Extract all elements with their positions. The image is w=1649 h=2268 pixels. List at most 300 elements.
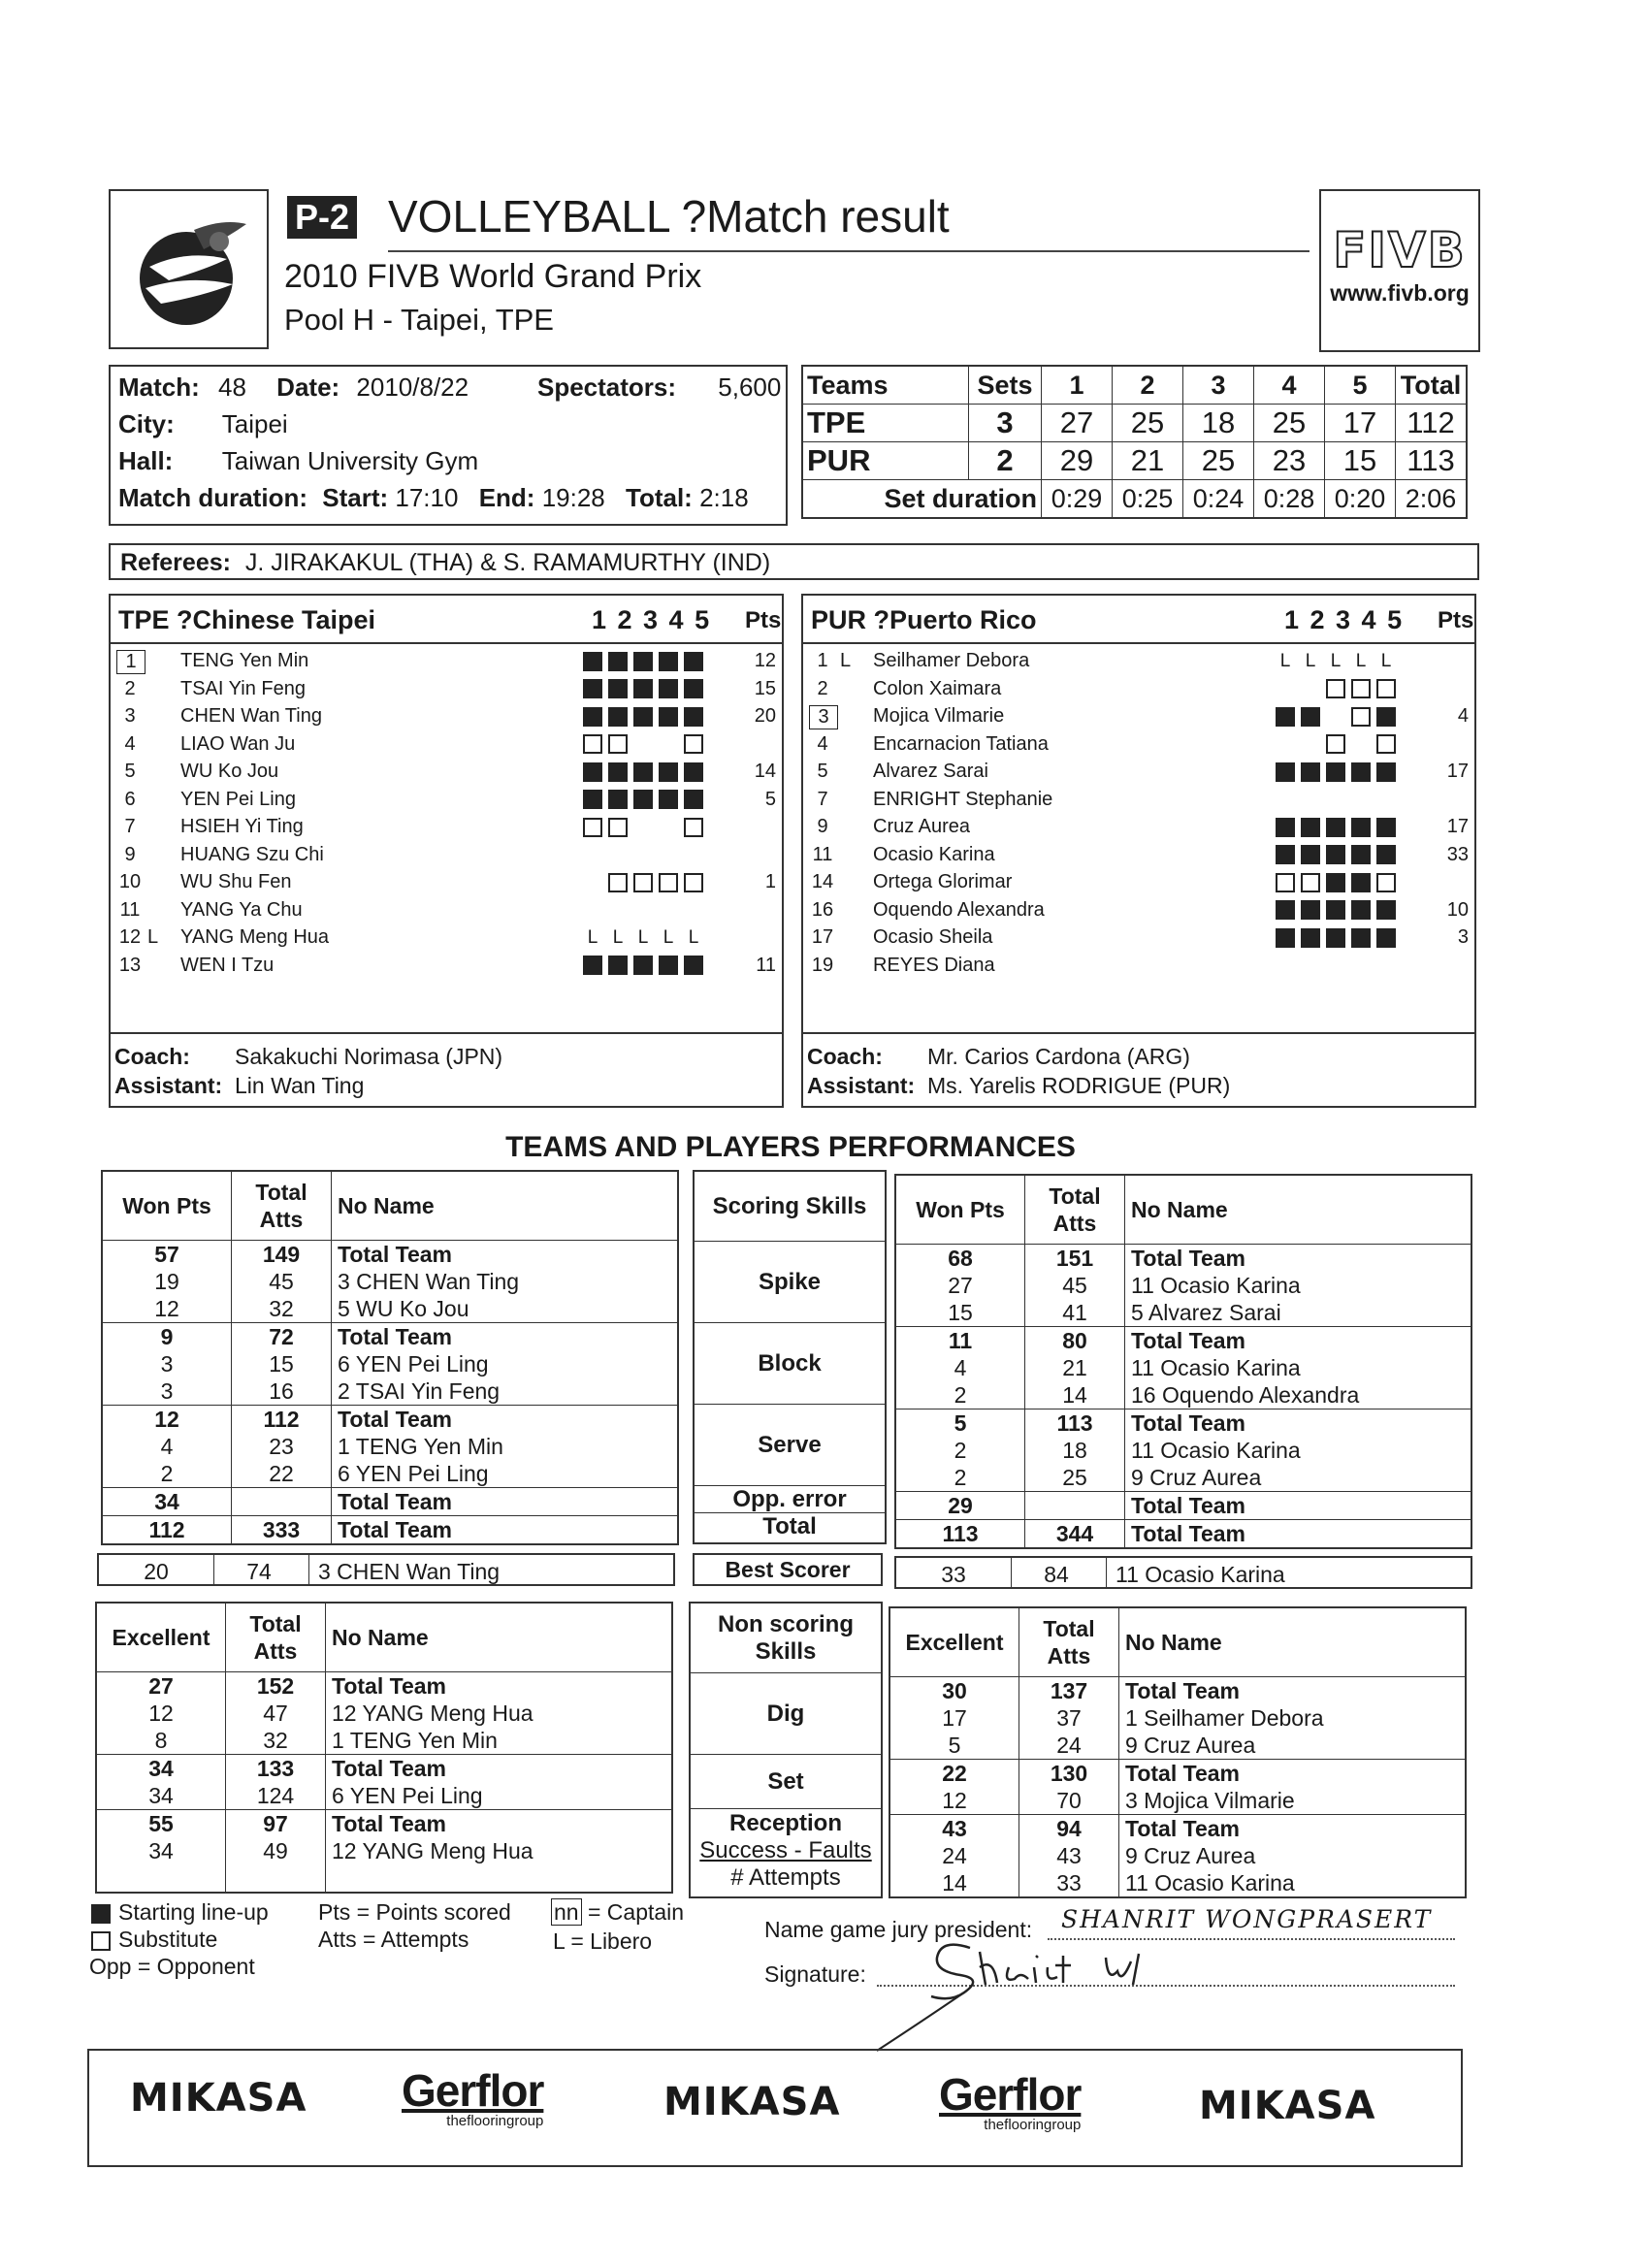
player-row [803,869,1474,896]
player-row [111,814,782,841]
table-row [102,1433,678,1460]
player-number: 10 [118,871,142,892]
table-row [102,1488,678,1516]
table-header-row [895,1175,1471,1245]
starting-square-icon [583,679,602,698]
coach-name: Mr. Carios Cardona (ARG) [927,1044,1190,1069]
jury-president-name: SHANRIT WONGPRASERT [1061,1905,1433,1933]
row-atts: 149 [232,1241,332,1269]
score-set-points: 25 [1254,405,1325,442]
gerflor-wordmark: Gerflor [939,2069,1082,2120]
empty-set-slot [1351,734,1371,754]
set-participation [580,816,706,838]
libero-mark: L [663,926,674,948]
row-won: 19 [102,1268,232,1295]
row-won: 2 [102,1460,232,1488]
substitute-square-icon [684,734,703,754]
match-date: 2010/8/22 [356,373,469,402]
set-duration-total: 2:06 [1396,480,1468,519]
row-atts: 47 [226,1700,326,1727]
tpe-non-scoring-table [95,1602,673,1894]
table-row [102,1350,678,1377]
player-row [803,924,1474,952]
sponsor-mikasa: MIKASA [663,2080,841,2124]
player-name: Colon Xaimara [873,677,1002,699]
player-points: 5 [764,788,776,810]
player-points: 15 [754,677,776,699]
libero-mark: L [1305,650,1316,671]
hall-label: Hall: [118,446,174,475]
signature-label: Signature: [764,1961,866,1987]
starting-square-icon [1301,818,1320,837]
player-row [111,703,782,730]
starting-square-icon [1301,900,1320,920]
set-participation [1273,871,1399,893]
starting-square-icon [684,679,703,698]
table-row [895,1245,1471,1273]
substitute-square-icon [1376,734,1396,754]
total-label: Total: [626,483,693,512]
empty-set-slot [1376,790,1396,809]
starting-square-icon [684,707,703,727]
libero-marker: L [840,650,852,671]
best-won: 33 [941,1562,966,1587]
end-label: End: [478,483,535,512]
reception-attempts: # Attempts [730,1864,841,1891]
starting-square-icon [1276,818,1295,837]
referees-names: J. JIRAKAKUL (THA) & S. RAMAMURTHY (IND) [244,549,771,576]
player-name: REYES Diana [873,954,995,976]
score-header-set3: 3 [1183,366,1254,405]
legend-starting [89,1899,269,1926]
starting-square-icon [583,790,602,809]
empty-set-slot [633,818,653,837]
substitute-square-icon [1351,679,1371,698]
referees-label: Referees: [120,549,231,576]
score-set-points: 29 [1042,442,1113,480]
end-time: 19:28 [541,483,605,512]
row-name: Total Team [1125,1327,1472,1355]
page-title: VOLLEYBALL ?Match result [388,191,950,242]
starting-square-icon [1326,873,1345,892]
player-number: 3 [124,705,136,727]
row-atts: 97 [226,1810,326,1838]
row-won: 68 [895,1245,1025,1273]
row-atts: 80 [1025,1327,1125,1355]
set-participation [580,733,706,756]
row-name: 9 Cruz Aurea [1125,1464,1472,1492]
empty-set-slot [1301,790,1320,809]
set-participation [580,789,706,811]
starting-square-icon [633,707,653,727]
player-name: WU Shu Fen [180,871,292,892]
player-name: Oquendo Alexandra [873,898,1045,921]
score-header-set5: 5 [1325,366,1396,405]
libero-mark: L [587,926,598,948]
starting-square-icon [1376,845,1396,864]
set-columns-header: 1 2 3 4 5 [1284,605,1403,634]
row-won: 34 [96,1755,226,1783]
set-duration: 0:29 [1042,480,1113,519]
row-won: 34 [96,1782,226,1810]
score-team: PUR [802,442,969,480]
captain-box-icon: nn [551,1898,582,1926]
player-number: 2 [124,677,136,699]
legend-pts: Pts = Points scored [318,1899,511,1925]
table-row [895,1354,1471,1381]
gerflor-tagline: theflooringroup [984,2117,1082,2133]
row-name: Total Team [326,1755,673,1783]
row-name: 1 Seilhamer Debora [1119,1704,1467,1732]
table-row [102,1377,678,1406]
table-row [102,1406,678,1434]
empty-set-slot [633,900,653,920]
set-participation [1273,789,1399,811]
table-row [895,1409,1471,1438]
player-points: 4 [1457,705,1469,727]
player-number: 13 [118,954,142,976]
empty-set-slot [608,845,628,864]
total-atts-header: Total Atts [226,1603,326,1672]
row-won: 112 [102,1516,232,1545]
player-name: HSIEH Yi Ting [180,816,304,837]
substitute-square-icon [633,873,653,892]
reception-success-faults: Success - Faults [699,1837,872,1863]
name-header: No Name [332,1171,679,1241]
starting-square-icon [684,652,703,671]
set-duration: 0:28 [1254,480,1325,519]
player-row [111,787,782,814]
player-points: 3 [1457,926,1469,948]
table-body [895,1245,1471,1549]
row-atts: 33 [1019,1869,1119,1897]
skill-serve: Serve [695,1405,885,1486]
libero-mark: L [1380,650,1392,671]
empty-set-slot [684,845,703,864]
excellent-header: Excellent [96,1603,226,1672]
row-won: 9 [102,1323,232,1351]
player-row [803,731,1474,759]
score-total-points: 112 [1396,405,1468,442]
table-row [895,1381,1471,1409]
excellent-header: Excellent [889,1607,1019,1677]
starting-square-icon [1301,762,1320,782]
row-won: 22 [889,1760,1019,1788]
starting-square-icon [659,762,678,782]
empty-set-slot [1276,956,1295,975]
row-name: 11 Ocasio Karina [1125,1354,1472,1381]
total-atts-header: Total Atts [1019,1607,1119,1677]
starting-square-icon [1376,707,1396,727]
row-name: Total Team [332,1406,679,1434]
row-won: 12 [96,1700,226,1727]
row-name: 1 TENG Yen Min [326,1727,673,1755]
player-row [111,897,782,924]
starting-square-icon [1376,818,1396,837]
row-atts [232,1488,332,1516]
player-row [111,731,782,759]
tpe-best-scorer [97,1553,675,1586]
row-won: 2 [895,1437,1025,1464]
row-name: 16 Oquendo Alexandra [1125,1381,1472,1409]
row-name: Total Team [1119,1815,1467,1843]
player-name: Ortega Glorimar [873,871,1013,892]
starting-square-icon [608,956,628,975]
score-set-points: 27 [1042,405,1113,442]
score-header-row [802,366,1467,405]
set-duration-label: Set duration [802,480,1042,519]
row-name: Total Team [326,1672,673,1701]
player-points: 17 [1446,816,1469,837]
pur-best-scorer [894,1556,1472,1589]
substitute-square-icon [1326,734,1345,754]
skill-opp-error: Opp. error [695,1486,885,1513]
table-header-row [889,1607,1466,1677]
row-atts: 32 [226,1727,326,1755]
table-row [889,1842,1466,1869]
table-body [889,1677,1466,1898]
score-header-teams: Teams [802,366,969,405]
player-number: 4 [817,732,828,755]
substitute-square-icon [659,873,678,892]
empty-set-slot [1276,790,1295,809]
row-name [326,1864,673,1893]
starting-square-icon [1376,762,1396,782]
gerflor-wordmark: Gerflor [402,2065,544,2116]
table-row [889,1732,1466,1760]
libero-mark: L [688,926,699,948]
empty-set-slot [659,734,678,754]
row-won: 5 [889,1732,1019,1760]
score-sets: 3 [969,405,1042,442]
player-number: 19 [811,954,834,976]
starting-square-icon [633,652,653,671]
substitute-square-icon [1301,873,1320,892]
empty-set-slot [1326,956,1345,975]
row-atts: 344 [1025,1520,1125,1549]
substitute-square-icon [684,873,703,892]
city-label: City: [118,409,175,438]
total-time: 2:18 [699,483,749,512]
row-atts [226,1864,326,1893]
starting-square-icon [583,956,602,975]
player-name: WU Ko Jou [180,761,279,782]
assistant-name: Ms. Yarelis RODRIGUE (PUR) [927,1073,1231,1098]
coach-label: Coach: [114,1044,190,1069]
table-row [102,1460,678,1488]
starting-square-icon [583,652,602,671]
row-atts: 112 [232,1406,332,1434]
player-row [803,787,1474,814]
row-atts: 45 [1025,1272,1125,1299]
match-number: 48 [218,373,246,402]
score-header-set4: 4 [1254,366,1325,405]
team-panel-pur [801,594,1476,1108]
player-name: TENG Yen Min [180,650,309,671]
set-participation [580,955,706,977]
empty-set-slot [1376,956,1396,975]
substitute-square-icon [1276,873,1295,892]
set-participation [1273,926,1399,949]
player-number: 1 [116,650,146,674]
reception-label: Reception [728,1810,842,1836]
assistant-name: Lin Wan Ting [235,1073,365,1098]
row-name: Total Team [1125,1492,1472,1520]
table-row [889,1704,1466,1732]
row-won: 29 [895,1492,1025,1520]
gerflor-tagline: theflooringroup [446,2113,544,2129]
best-won: 20 [144,1559,169,1584]
set-participation [580,650,706,672]
libero-mark: L [1330,650,1342,671]
set-participation [580,705,706,728]
row-won: 15 [895,1299,1025,1327]
best-name: 11 Ocasio Karina [1116,1562,1285,1587]
score-total-points: 113 [1396,442,1468,480]
skill-dig: Dig [691,1673,881,1755]
score-row-pur [802,442,1467,480]
player-number: 17 [811,926,834,948]
name-header: No Name [326,1603,673,1672]
starting-square-icon [1326,928,1345,948]
substitute-square-icon [583,734,602,754]
row-atts: 45 [232,1268,332,1295]
set-participation [1273,955,1399,977]
substitute-square-icon [608,818,628,837]
row-atts: 21 [1025,1354,1125,1381]
starting-square-icon [1326,900,1345,920]
row-name: 11 Ocasio Karina [1125,1437,1472,1464]
pool-location: Pool H - Taipei, TPE [284,303,554,337]
score-set-points: 15 [1325,442,1396,480]
row-name: 9 Cruz Aurea [1119,1842,1467,1869]
row-name: Total Team [332,1488,679,1516]
row-atts: 18 [1025,1437,1125,1464]
row-won: 4 [102,1433,232,1460]
row-name: 11 Ocasio Karina [1119,1869,1467,1897]
table-row [895,1272,1471,1299]
table-body [96,1672,672,1894]
substitute-square-icon [583,818,602,837]
total-atts-header: Total Atts [1025,1175,1125,1245]
player-points: 20 [754,705,776,727]
fivb-logo [1319,189,1480,352]
legend-captain-label: = Captain [587,1899,685,1925]
empty-set-slot [1301,956,1320,975]
set-participation [1273,899,1399,922]
total-atts-header: Total Atts [232,1171,332,1241]
player-row [111,648,782,675]
starting-square-icon [659,790,678,809]
player-points: 12 [754,650,776,671]
row-won: 27 [895,1272,1025,1299]
row-won: 5 [895,1409,1025,1438]
empty-set-slot [1301,679,1320,698]
score-set-points: 21 [1113,442,1183,480]
starting-square-icon [1326,762,1345,782]
player-name: YANG Meng Hua [180,926,330,948]
row-atts: 14 [1025,1381,1125,1409]
empty-set-slot [633,734,653,754]
skill-set: Set [691,1755,881,1809]
starting-square-icon [659,679,678,698]
row-won: 4 [895,1354,1025,1381]
score-header-set2: 2 [1113,366,1183,405]
starting-square-icon [1276,928,1295,948]
row-name: 6 YEN Pei Ling [332,1350,679,1377]
score-sets: 2 [969,442,1042,480]
player-points: 10 [1446,898,1469,921]
substitute-square-icon [1376,873,1396,892]
set-participation [580,926,706,949]
starting-square-icon [684,956,703,975]
score-set-points: 17 [1325,405,1396,442]
set-participation [1273,678,1399,700]
starting-square-icon [633,679,653,698]
starting-square-icon [633,762,653,782]
team-panel-header [111,596,782,644]
row-name: 11 Ocasio Karina [1125,1272,1472,1299]
starting-square-icon [1301,845,1320,864]
starting-square-icon [1376,900,1396,920]
starting-square-icon [608,652,628,671]
empty-set-slot [583,845,602,864]
starting-square-icon [1351,845,1371,864]
row-name: Total Team [332,1516,679,1545]
row-won: 12 [102,1295,232,1323]
coach-name: Sakakuchi Norimasa (JPN) [235,1044,503,1069]
set-participation [580,844,706,866]
starting-square-icon [1301,928,1320,948]
table-row [889,1677,1466,1705]
score-table [801,365,1468,519]
row-name: 1 TENG Yen Min [332,1433,679,1460]
substitute-square-icon [1351,707,1371,727]
row-name: Total Team [326,1810,673,1838]
won-pts-header: Won Pts [895,1175,1025,1245]
row-name: 5 Alvarez Sarai [1125,1299,1472,1327]
non-scoring-skills-column [689,1602,883,1898]
substitute-square-icon [608,734,628,754]
row-atts: 133 [226,1755,326,1783]
pts-header: Pts [1438,607,1474,633]
player-name: Ocasio Karina [873,843,995,865]
row-name: 3 CHEN Wan Ting [332,1268,679,1295]
row-name: Total Team [332,1323,679,1351]
player-name: Encarnacion Tatiana [873,732,1049,755]
libero-mark: L [1279,650,1291,671]
legend-substitute-label: Substitute [118,1927,218,1952]
match-info [109,365,788,526]
row-atts: 25 [1025,1464,1125,1492]
set-participation [580,871,706,893]
row-name: 12 YANG Meng Hua [326,1837,673,1864]
player-number: 6 [124,788,136,810]
row-name: 9 Cruz Aurea [1119,1732,1467,1760]
row-atts: 32 [232,1295,332,1323]
libero-mark: L [1355,650,1367,671]
score-header-sets: Sets [969,366,1042,405]
player-number: 5 [817,761,828,782]
starting-square-icon [659,707,678,727]
set-participation [580,678,706,700]
starting-square-icon [1301,707,1320,727]
player-row [111,953,782,980]
row-won: 34 [96,1837,226,1864]
row-name: Total Team [1125,1520,1472,1549]
starting-square-icon [684,762,703,782]
starting-square-icon [659,652,678,671]
